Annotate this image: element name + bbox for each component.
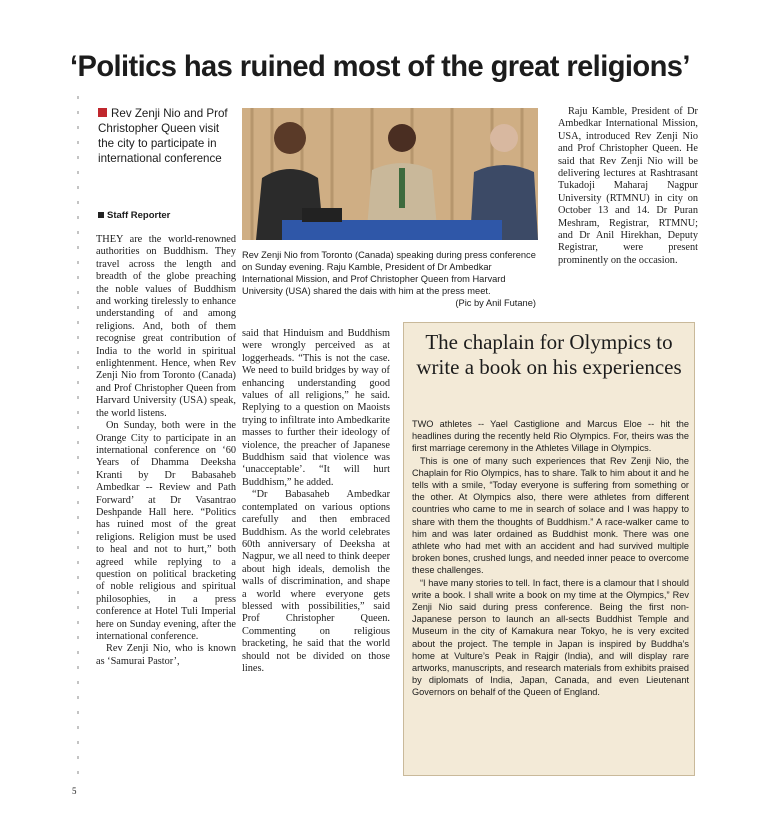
square-bullet-icon: [98, 212, 104, 218]
deck: [98, 106, 238, 166]
paragraph: “I have many stories to tell. In fact, there is a clamour that I should write a book. I shall write a book on my time at the Olympics,” Rev Zenji Nio said during press conference. Being the first non-Japanese person to launch an all-sects Buddhist Temple and Museum in the city of Kamakura near Tokyo, he is very excited about the project. The temple in Japan is inspired by Buddha’s home at Vulture’s Peak in Rajgir (India), and will display rare artworks, manuscripts, and research materials from exhibits praised by diplomats of India, Japan, Canada, and even Lieutenant Governors on behalf of the Queen of England.: [412, 577, 689, 698]
byline: [98, 210, 170, 221]
headline: ‘Politics has ruined most of the great religions’: [70, 50, 690, 83]
paragraph: TWO athletes -- Yael Castiglione and Marcus Eloe -- hit the headlines during the recently held Rio Olympics. For, theirs was the first marriage ceremony in the Athletes Village in Olympics.: [412, 419, 689, 454]
byline-text: Staff Reporter: [107, 210, 171, 221]
paragraph: Rev Zenji Nio, who is known as ‘Samurai Pastor’,: [96, 643, 236, 667]
paragraph: said that Hinduism and Buddhism were wrongly perceived as at loggerheads. “This is not the case. We need to build bridges by way of enhancing understanding good values of all religions,” he said. Replying to a question on Maoists trying to infiltrate into Ambedkarite masses to further their ideology of violence, the preacher of Japanese Buddhism said that violence was ‘unacceptable’. “It will hurt Buddhism,” he added.: [242, 328, 390, 488]
page-number: 5: [72, 786, 77, 796]
sidebar-headline: The chaplain for Olympics to write a book on his experiences: [416, 330, 682, 379]
paragraph: Raju Kamble, President of Dr Ambedkar International Mission, USA, introduced Rev Zenji Nio and Prof Christopher Queen. He said that Rev Zenji Nio will be delivering lectures at Rashtrasant Tukadoji Maharaj Nagpur University (RTMNU) in city on October 13 and 14. Dr Puran Meshram, Registrar, RTMNU; and Dr Anil Hirekhan, Deputy Registrar, were present prominently on the occasion.: [558, 106, 698, 266]
column-2: [242, 328, 390, 675]
photo-caption: [242, 249, 536, 309]
red-square-icon: [98, 108, 107, 117]
photo-credit: (Pic by Anil Futane): [455, 298, 536, 308]
column-1: [96, 234, 236, 668]
sidebar-body: [412, 418, 689, 699]
paragraph: On Sunday, both were in the Orange City to participate in an international conference on ‘60 Years of Dhamma Deeksha Kranti by Dr Babasaheb Ambedkar -- Review and Path Forward’ at Dr Vasantrao Deshpande Hall here. “Politics has ruined most of the great religions. Religion must be used to heal and not to hurt,” both agreed while replying to a question on political bracketing of noble religious and spiritual philosophies, in a press conference at Hotel Tuli Imperial here on Sunday evening, after the international conference.: [96, 420, 236, 642]
paragraph: “Dr Babasaheb Ambedkar contemplated on various options carefully and then embraced Buddhism. As the world celebrates 60th anniversary of Deeksha at Nagpur, we all need to think deeper about high ideals, demolish the walls of discrimination, and shape a world where everyone gets blessed with possibilities,” said Prof Christopher Queen. Commenting on religious bracketing, he said that the world should not be divided on those lines.: [242, 489, 390, 674]
intro-paragraph: THEY are the world-renowned authorities on Buddhism. They travel across the length and breadth of the globe preaching the noble values of Buddhism and working tirelessly to enhance understanding of and among religions. And, both of them recognise great contribution of India to the world in spiritual enlightenment. Hence, when Rev Zenji Nio from Toronto (Canada) and Prof Christopher Queen from Harvard University (USA) speak, the world listens.: [96, 234, 236, 419]
paragraph: This is one of many such experiences that Rev Zenji Nio, the Chaplain for Rio Olympics, has to share. Talk to him about it and he tells with a smile, “Today everyone is suffering from something or the other. At Olympics also, there were athletes from different countries who came to me in search of solace and I was happy to share with them the thoughts of Buddhism.” A race-walker came to him and was later ordained as Buddhist monk. There was one athlete who had met with an accident and had survived multiple broken bones, crushed lungs, and needed inner peace to overcome these challenges.: [412, 455, 689, 576]
caption-text: Rev Zenji Nio from Toronto (Canada) speaking during press conference on Sunday evening. Raju Kamble, President of Dr Ambedkar International Mission, and Prof Christopher Queen from Harvard University (USA) shared the dais with him at the press meet.: [242, 250, 536, 296]
column-4: [558, 106, 698, 267]
column-rule: [76, 96, 80, 786]
press-conference-photo: [242, 108, 538, 240]
deck-text: Rev Zenji Nio and Prof Christopher Queen visit the city to participate in international conference: [98, 107, 228, 165]
